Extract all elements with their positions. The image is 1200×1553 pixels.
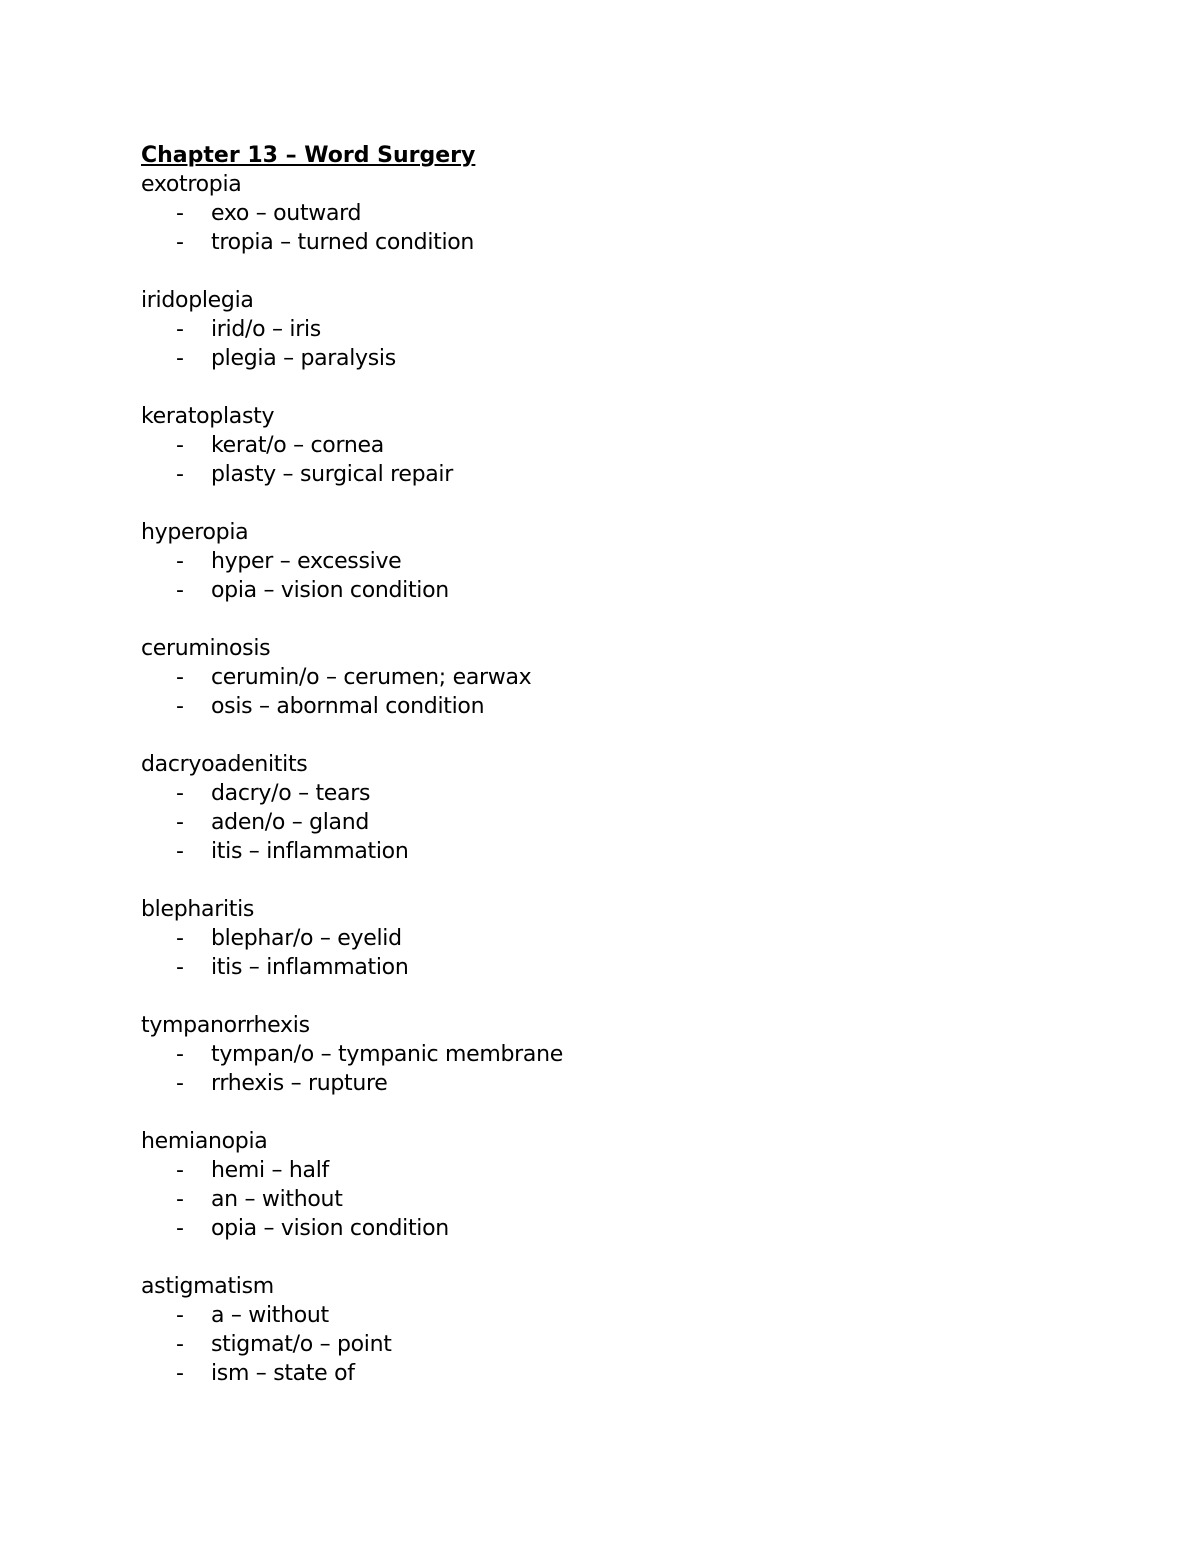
term-heading: astigmatism — [141, 1274, 274, 1299]
word-part-text: a – without — [211, 1303, 329, 1328]
term-entry — [141, 895, 1061, 982]
word-part-text: hyper – excessive — [211, 549, 402, 574]
word-part-item — [141, 779, 1061, 808]
word-part-item — [141, 547, 1061, 576]
dash-bullet-icon: - — [176, 462, 184, 487]
word-part-item — [141, 1359, 1061, 1388]
word-part-text: hemi – half — [211, 1158, 329, 1183]
word-part-text: irid/o – iris — [211, 317, 321, 342]
word-part-text: opia – vision condition — [211, 1216, 449, 1241]
term-heading: tympanorrhexis — [141, 1013, 310, 1038]
term-heading: keratoplasty — [141, 404, 275, 429]
word-part-list — [141, 315, 1061, 373]
dash-bullet-icon: - — [176, 781, 184, 806]
word-part-list — [141, 1156, 1061, 1243]
term-entry — [141, 1272, 1061, 1388]
word-part-text: osis – abornmal condition — [211, 694, 485, 719]
document-page — [141, 141, 1061, 1417]
word-part-list — [141, 1301, 1061, 1388]
term-entry — [141, 286, 1061, 373]
term-list — [141, 170, 1061, 1388]
word-part-item — [141, 315, 1061, 344]
dash-bullet-icon: - — [176, 201, 184, 226]
dash-bullet-icon: - — [176, 694, 184, 719]
word-part-item — [141, 692, 1061, 721]
dash-bullet-icon: - — [176, 1216, 184, 1241]
word-part-list — [141, 1040, 1061, 1098]
word-part-item — [141, 1214, 1061, 1243]
word-part-text: plasty – surgical repair — [211, 462, 453, 487]
word-part-item — [141, 1185, 1061, 1214]
word-part-item — [141, 576, 1061, 605]
dash-bullet-icon: - — [176, 1187, 184, 1212]
dash-bullet-icon: - — [176, 578, 184, 603]
term-entry — [141, 1011, 1061, 1098]
word-part-text: tympan/o – tympanic membrane — [211, 1042, 563, 1067]
word-part-item — [141, 228, 1061, 257]
word-part-item — [141, 460, 1061, 489]
word-part-list — [141, 547, 1061, 605]
dash-bullet-icon: - — [176, 665, 184, 690]
term-entry — [141, 518, 1061, 605]
word-part-item — [141, 1330, 1061, 1359]
dash-bullet-icon: - — [176, 1303, 184, 1328]
dash-bullet-icon: - — [176, 346, 184, 371]
term-entry — [141, 170, 1061, 257]
word-part-item — [141, 924, 1061, 953]
word-part-item — [141, 1069, 1061, 1098]
word-part-text: aden/o – gland — [211, 810, 370, 835]
dash-bullet-icon: - — [176, 1332, 184, 1357]
word-part-item — [141, 344, 1061, 373]
dash-bullet-icon: - — [176, 955, 184, 980]
chapter-title: Chapter 13 – Word Surgery — [141, 143, 476, 168]
word-part-text: itis – inflammation — [211, 839, 409, 864]
word-part-item — [141, 199, 1061, 228]
word-part-text: tropia – turned condition — [211, 230, 475, 255]
word-part-item — [141, 663, 1061, 692]
word-part-text: cerumin/o – cerumen; earwax — [211, 665, 532, 690]
word-part-list — [141, 924, 1061, 982]
word-part-text: opia – vision condition — [211, 578, 449, 603]
word-part-list — [141, 779, 1061, 866]
term-heading: blepharitis — [141, 897, 255, 922]
word-part-text: kerat/o – cornea — [211, 433, 384, 458]
word-part-text: exo – outward — [211, 201, 362, 226]
dash-bullet-icon: - — [176, 839, 184, 864]
word-part-item — [141, 1301, 1061, 1330]
word-part-text: ism – state of — [211, 1361, 355, 1386]
dash-bullet-icon: - — [176, 1071, 184, 1096]
term-heading: hemianopia — [141, 1129, 268, 1154]
term-entry — [141, 750, 1061, 866]
word-part-text: an – without — [211, 1187, 343, 1212]
word-part-text: itis – inflammation — [211, 955, 409, 980]
dash-bullet-icon: - — [176, 433, 184, 458]
term-entry — [141, 1127, 1061, 1243]
word-part-item — [141, 953, 1061, 982]
term-heading: hyperopia — [141, 520, 249, 545]
word-part-list — [141, 431, 1061, 489]
word-part-list — [141, 663, 1061, 721]
word-part-text: rrhexis – rupture — [211, 1071, 388, 1096]
word-part-text: stigmat/o – point — [211, 1332, 392, 1357]
dash-bullet-icon: - — [176, 317, 184, 342]
word-part-item — [141, 1040, 1061, 1069]
term-entry — [141, 402, 1061, 489]
dash-bullet-icon: - — [176, 549, 184, 574]
dash-bullet-icon: - — [176, 926, 184, 951]
word-part-text: dacry/o – tears — [211, 781, 371, 806]
term-entry — [141, 634, 1061, 721]
dash-bullet-icon: - — [176, 230, 184, 255]
dash-bullet-icon: - — [176, 1042, 184, 1067]
term-heading: ceruminosis — [141, 636, 271, 661]
word-part-item — [141, 808, 1061, 837]
word-part-item — [141, 431, 1061, 460]
word-part-item — [141, 837, 1061, 866]
word-part-text: plegia – paralysis — [211, 346, 396, 371]
term-heading: iridoplegia — [141, 288, 254, 313]
term-heading: dacryoadenitits — [141, 752, 308, 777]
word-part-item — [141, 1156, 1061, 1185]
dash-bullet-icon: - — [176, 1158, 184, 1183]
dash-bullet-icon: - — [176, 1361, 184, 1386]
term-heading: exotropia — [141, 172, 242, 197]
word-part-text: blephar/o – eyelid — [211, 926, 402, 951]
dash-bullet-icon: - — [176, 810, 184, 835]
word-part-list — [141, 199, 1061, 257]
